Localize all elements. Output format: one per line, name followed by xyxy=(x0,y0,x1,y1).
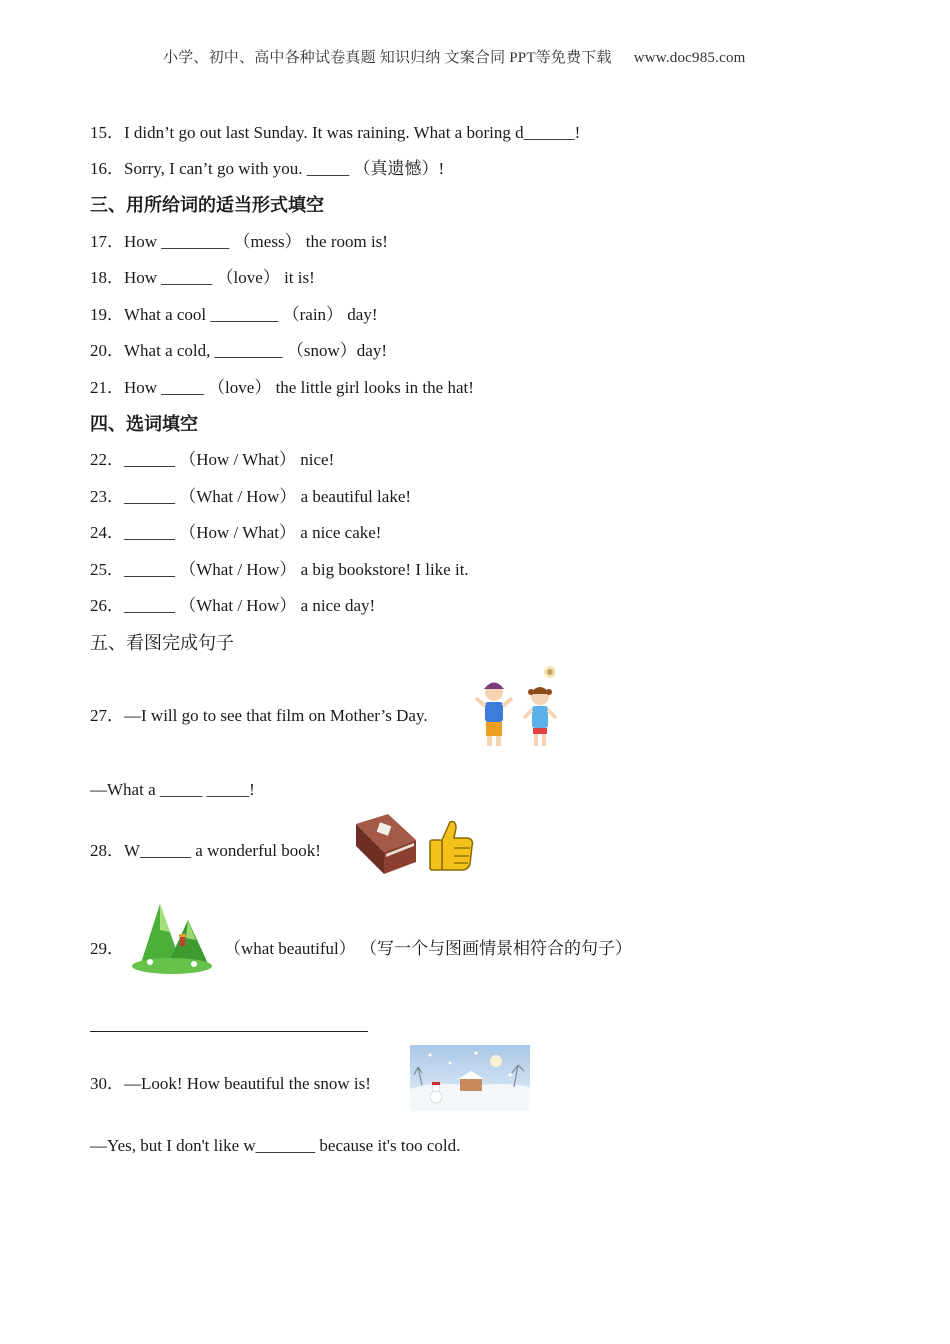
section-4-title: 四、选词填空 xyxy=(90,414,198,435)
question-22: 22．______ （How / What） nice! xyxy=(90,450,335,469)
question-29-hint: （what beautiful） （写一个与图画情景相符合的句子） xyxy=(224,939,632,958)
question-30-answer: —Yes, but I don't like w_______ because it's too cold. xyxy=(90,1136,461,1155)
kids-illustration xyxy=(470,662,565,754)
question-19: 19．What a cool ________ （rain） day! xyxy=(90,305,378,324)
question-25: 25．______ （What / How） a big bookstore! I like it. xyxy=(90,560,469,579)
question-28: 28．W______ a wonderful book! xyxy=(90,841,321,860)
section-3-title: 三、用所给词的适当形式填空 xyxy=(90,195,324,216)
question-29-number: 29． xyxy=(90,939,124,958)
question-27-answer: —What a _____ _____! xyxy=(90,780,255,799)
question-15: 15．I didn’t go out last Sunday. It was raining. What a boring d______! xyxy=(90,123,581,142)
question-29-answer-line[interactable] xyxy=(90,1031,368,1032)
snow-scene-illustration xyxy=(410,1045,530,1111)
question-30-prompt: 30．—Look! How beautiful the snow is! xyxy=(90,1074,371,1093)
question-26: 26．______ （What / How） a nice day! xyxy=(90,596,376,615)
mountain-illustration xyxy=(130,896,212,974)
page-header xyxy=(163,46,746,67)
book-icon xyxy=(350,810,420,876)
header-text: 小学、初中、高中各种试卷真题 知识归纳 文案合同 PPT等免费下载 xyxy=(163,50,612,66)
question-27-prompt: 27．—I will go to see that film on Mother’s Day. xyxy=(90,706,428,725)
question-17: 17．How ________ （mess） the room is! xyxy=(90,232,388,251)
question-20: 20．What a cold, ________ （snow）day! xyxy=(90,341,387,360)
question-23: 23．______ （What / How） a beautiful lake! xyxy=(90,487,412,506)
question-18: 18．How ______ （love） it is! xyxy=(90,268,315,287)
question-21: 21．How _____ （love） the little girl looks in the hat! xyxy=(90,378,474,397)
thumbs-up-icon xyxy=(424,818,476,874)
question-16: 16．Sorry, I can’t go with you. _____ （真遗憾）! xyxy=(90,159,445,178)
question-24: 24．______ （How / What） a nice cake! xyxy=(90,523,382,542)
header-site: www.doc985.com xyxy=(633,50,746,66)
section-5-title: 五、看图完成句子 xyxy=(90,633,234,653)
